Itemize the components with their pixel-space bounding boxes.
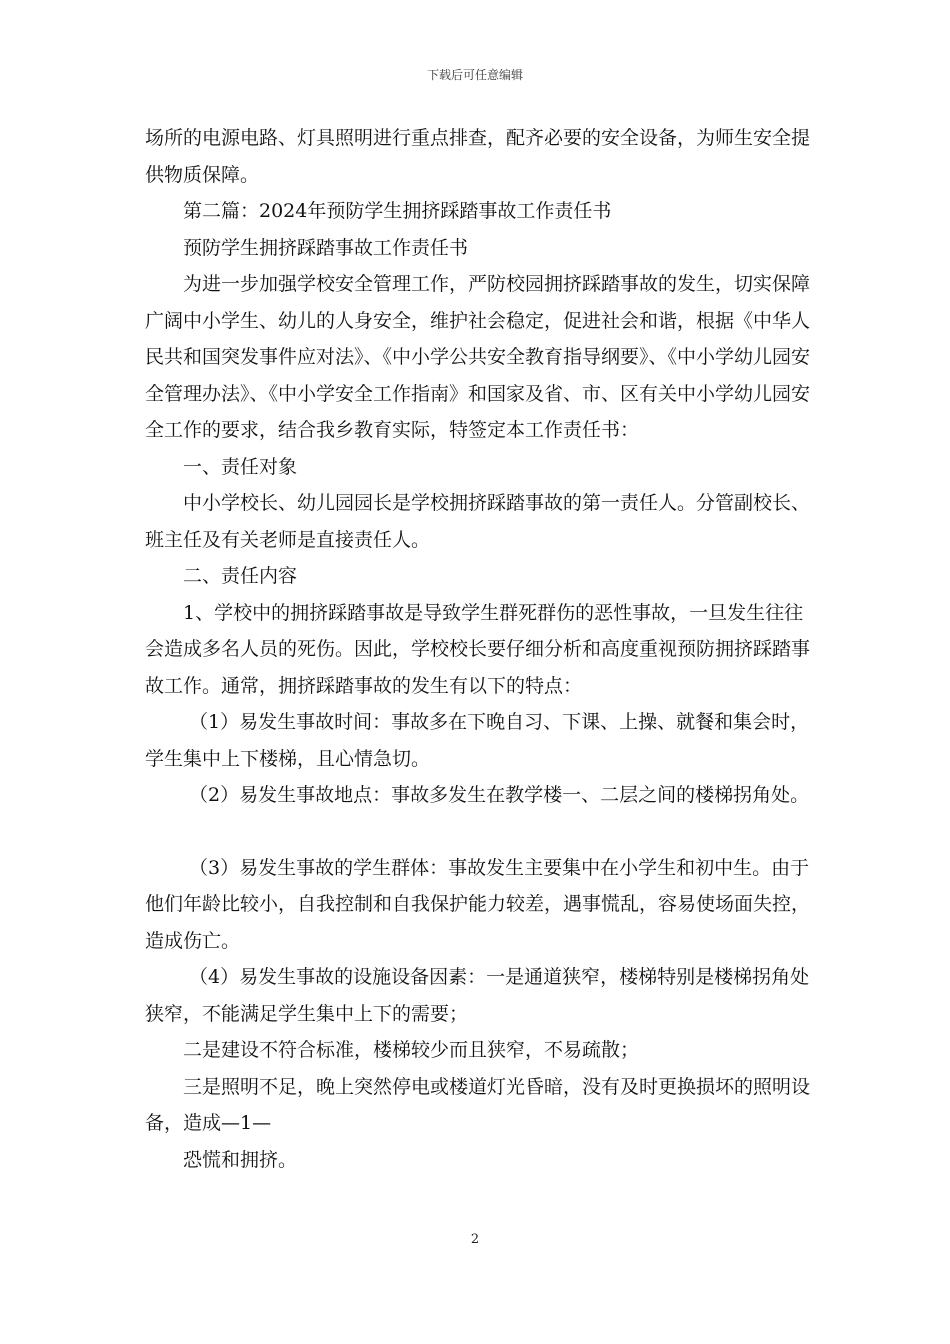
heading-responsibility-content: 二、责任内容: [183, 565, 298, 587]
paragraph: 场所的电源电路、灯具照明进行重点排查，配齐必要的安全设备，为师生安全提供物质保障。: [145, 127, 811, 186]
list-item: （4）易发生事故的设施设备因素：一是通道狭窄，楼梯特别是楼梯拐角处狭窄，不能满足学生集中上下的需要；: [145, 966, 810, 1025]
document-body: [145, 120, 810, 1178]
paragraph: 恐慌和拥挤。: [183, 1148, 298, 1171]
list-item: （2）易发生事故地点：事故多发生在教学楼一、二层之间的楼梯拐角处。: [189, 784, 810, 806]
page-header: 下载后可任意编辑: [426, 68, 523, 82]
paragraph: 中小学校长、幼儿园园长是学校拥挤踩踏事故的第一责任人。分管副校长、班主任及有关老师是直接责任人。: [145, 492, 811, 551]
list-item: （3）易发生事故的学生群体：事故发生主要集中在小学生和初中生。由于他们年龄比较小，自我控制和自我保护能力较差，遇事慌乱，容易使场面失控，造成伤亡。: [145, 856, 811, 952]
paragraph: 三是照明不足，晚上突然停电或楼道灯光昏暗，没有及时更换损坏的照明设备，造成—1—: [145, 1075, 811, 1134]
paragraph: 为进一步加强学校安全管理工作，严防校园拥挤踩踏事故的发生，切实保障广阔中小学生、幼儿的人身安全，维护社会稳定，促进社会和谐，根据《中华人民共和国突发事件应对法》、《中小学公共安全教育指导纲要》、《中小学幼儿园安全管理办法》、《中小学安全工作指南》和国家及省、市、区有关中小学幼儿园安全工作的要求，结合我乡教育实际，特签定本工作责任书：: [145, 273, 811, 441]
heading-responsibility-target: 一、责任对象: [183, 455, 298, 478]
paragraph: 二是建设不符合标准，楼梯较少而且狭窄，不易疏散；: [183, 1039, 640, 1061]
list-item: （1）易发生事故时间：事故多在下晚自习、下课、上操、就餐和集会时，学生集中上下楼梯，且心情急切。: [145, 711, 810, 770]
document-title: 预防学生拥挤踩踏事故工作责任书: [183, 236, 469, 259]
section-title: 第二篇：2024年预防学生拥挤踩踏事故工作责任书: [183, 200, 612, 222]
paragraph: 1、学校中的拥挤踩踏事故是导致学生群死群伤的恶性事故，一旦发生往往会造成多名人员的死伤。因此，学校校长要仔细分析和高度重视预防拥挤踩踏事故工作。通常，拥挤踩踏事故的发生有以下的特点：: [145, 601, 811, 697]
page-number: 2: [470, 1232, 480, 1247]
